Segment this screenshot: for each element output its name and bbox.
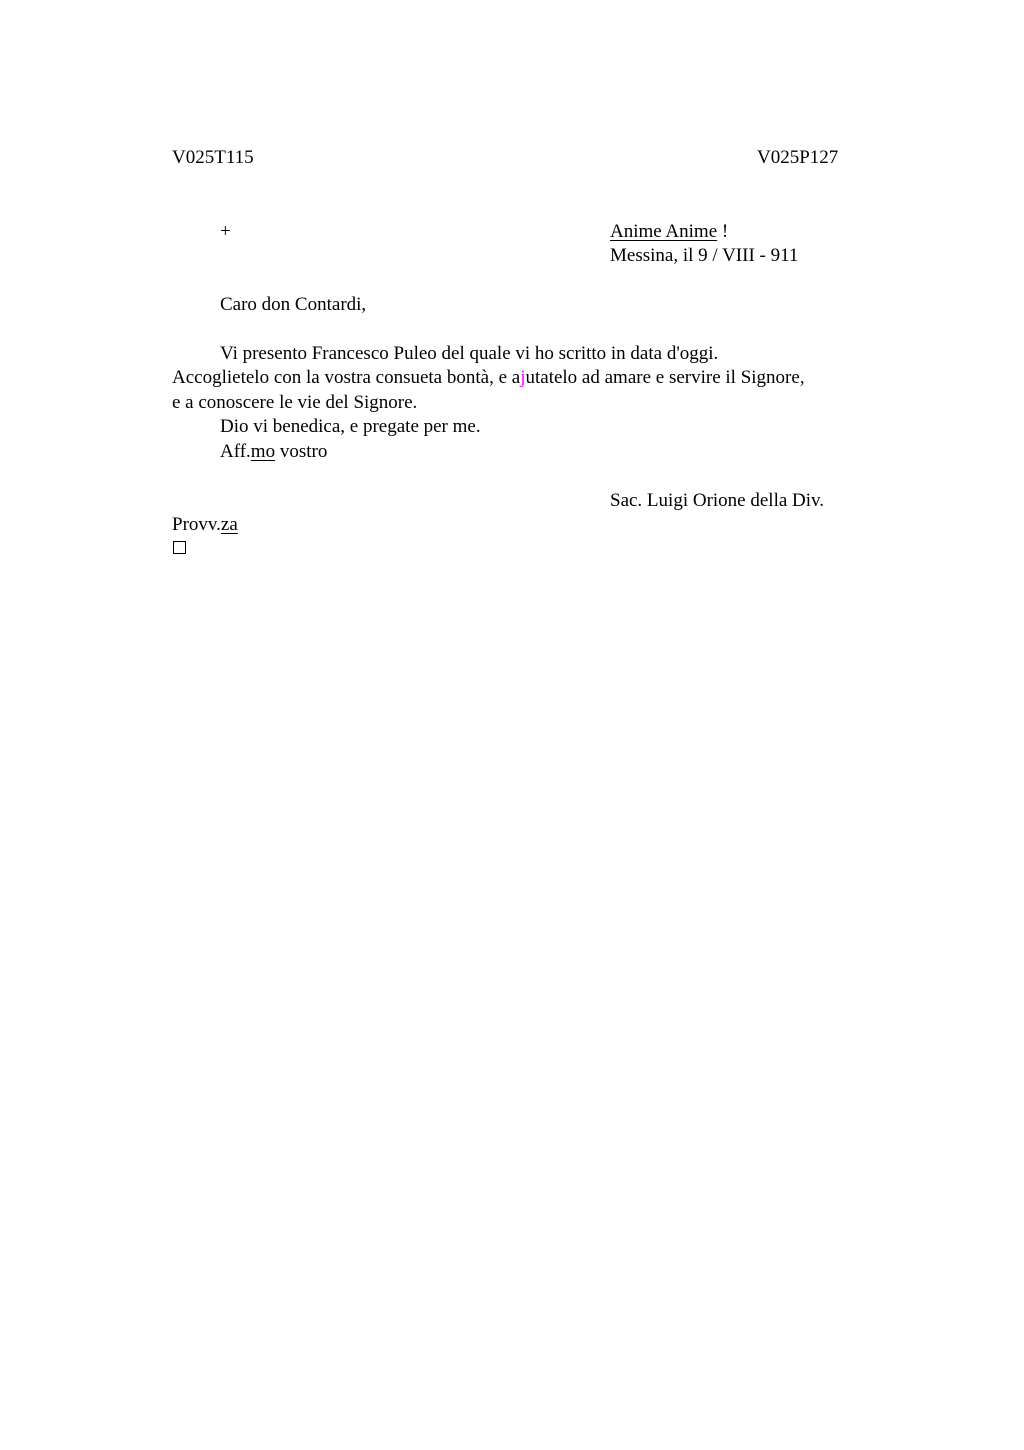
closing-underlined: mo bbox=[250, 441, 276, 462]
closing-suffix: vostro bbox=[275, 441, 328, 462]
salutation: Caro don Contardi, bbox=[220, 294, 367, 315]
closing-prefix: Aff. bbox=[220, 441, 251, 462]
signature-line-2-underlined: za bbox=[220, 514, 238, 535]
body-line-2-start: Accoglietelo con la vostra consueta bontà, e a bbox=[172, 367, 521, 388]
signature-line-1: Sac. Luigi Orione della Div. bbox=[610, 490, 825, 511]
closing bbox=[220, 440, 327, 464]
body-line-2-highlight: j bbox=[520, 367, 526, 388]
body-line-3: e a conoscere le vie del Signore. bbox=[172, 392, 418, 413]
signature-line-2 bbox=[172, 513, 238, 537]
signature-line-2-prefix: Provv. bbox=[172, 514, 221, 535]
place-date: Messina, il 9 / VIII - 911 bbox=[610, 245, 799, 266]
body-line-2-end: utatelo ad amare e servire il Signore, bbox=[525, 367, 805, 388]
body-line-1: Vi presento Francesco Puleo del quale vi ho scritto in data d'oggi. bbox=[220, 343, 719, 364]
header-right-code: V025P127 bbox=[757, 147, 839, 168]
header-left-code: V025T115 bbox=[172, 147, 254, 168]
motto bbox=[610, 220, 728, 244]
motto-suffix: ! bbox=[717, 221, 729, 242]
empty-box-symbol bbox=[173, 541, 186, 554]
motto-underlined: Anime Anime bbox=[610, 221, 718, 242]
body-line-4: Dio vi benedica, e pregate per me. bbox=[220, 416, 481, 437]
cross-symbol: + bbox=[220, 221, 231, 242]
body-line-2 bbox=[172, 366, 805, 390]
